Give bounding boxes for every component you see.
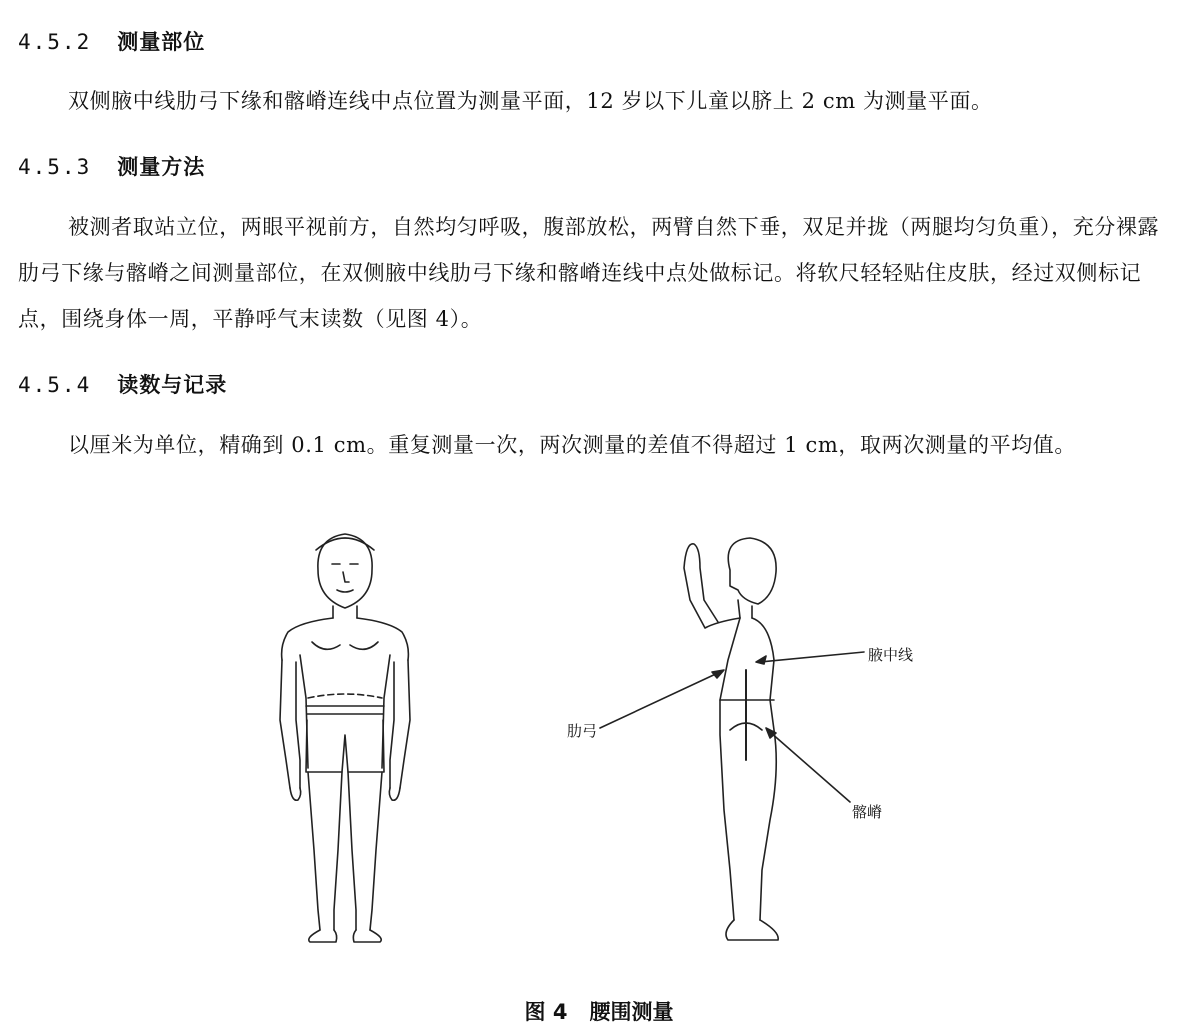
label-iliac-crest: 髂嵴	[852, 803, 883, 821]
paragraph-reading-record: 以厘米为单位，精确到 0.1 cm。重复测量一次，两次测量的差值不得超过 1 cm，取两次测量的平均值。	[68, 433, 1077, 457]
side-body-figure	[600, 538, 864, 940]
section-title: 读数与记录	[117, 373, 228, 397]
figure-caption	[0, 996, 1198, 1026]
front-body-figure	[280, 534, 410, 942]
figure-illustration	[0, 520, 1198, 990]
section-heading-4-5-3	[18, 151, 205, 181]
section-number: 4.5.4	[18, 373, 92, 397]
section-title: 测量方法	[117, 155, 206, 179]
paragraph-measurement-method: 被测者取站立位，两眼平视前方，自然均匀呼吸，腹部放松，两臂自然下垂，双足并拢（两腿均匀负重），充分裸露肋弓下缘与髂嵴之间测量部位，在双侧腋中线肋弓下缘和髂嵴连线中点处做标记。将软尺轻轻贴住皮肤，经过双侧标记点，围绕身体一周，平静呼气末读数（见图 4）。	[18, 215, 1160, 331]
paragraph-measurement-site: 双侧腋中线肋弓下缘和髂嵴连线中点位置为测量平面，12 岁以下儿童以脐上 2 cm 为测量平面。	[68, 89, 993, 113]
section-number: 4.5.3	[18, 155, 92, 179]
section-heading-4-5-4	[18, 369, 227, 399]
section-number: 4.5.2	[18, 30, 92, 54]
figure-title: 腰围测量	[589, 1000, 674, 1024]
label-costal-arch: 肋弓	[567, 722, 598, 740]
figure-number: 图 4	[524, 1000, 568, 1024]
label-axillary-line: 腋中线	[868, 646, 914, 664]
figure-waist-measurement	[0, 520, 1198, 990]
section-heading-4-5-2	[18, 26, 205, 56]
section-title: 测量部位	[117, 30, 206, 54]
